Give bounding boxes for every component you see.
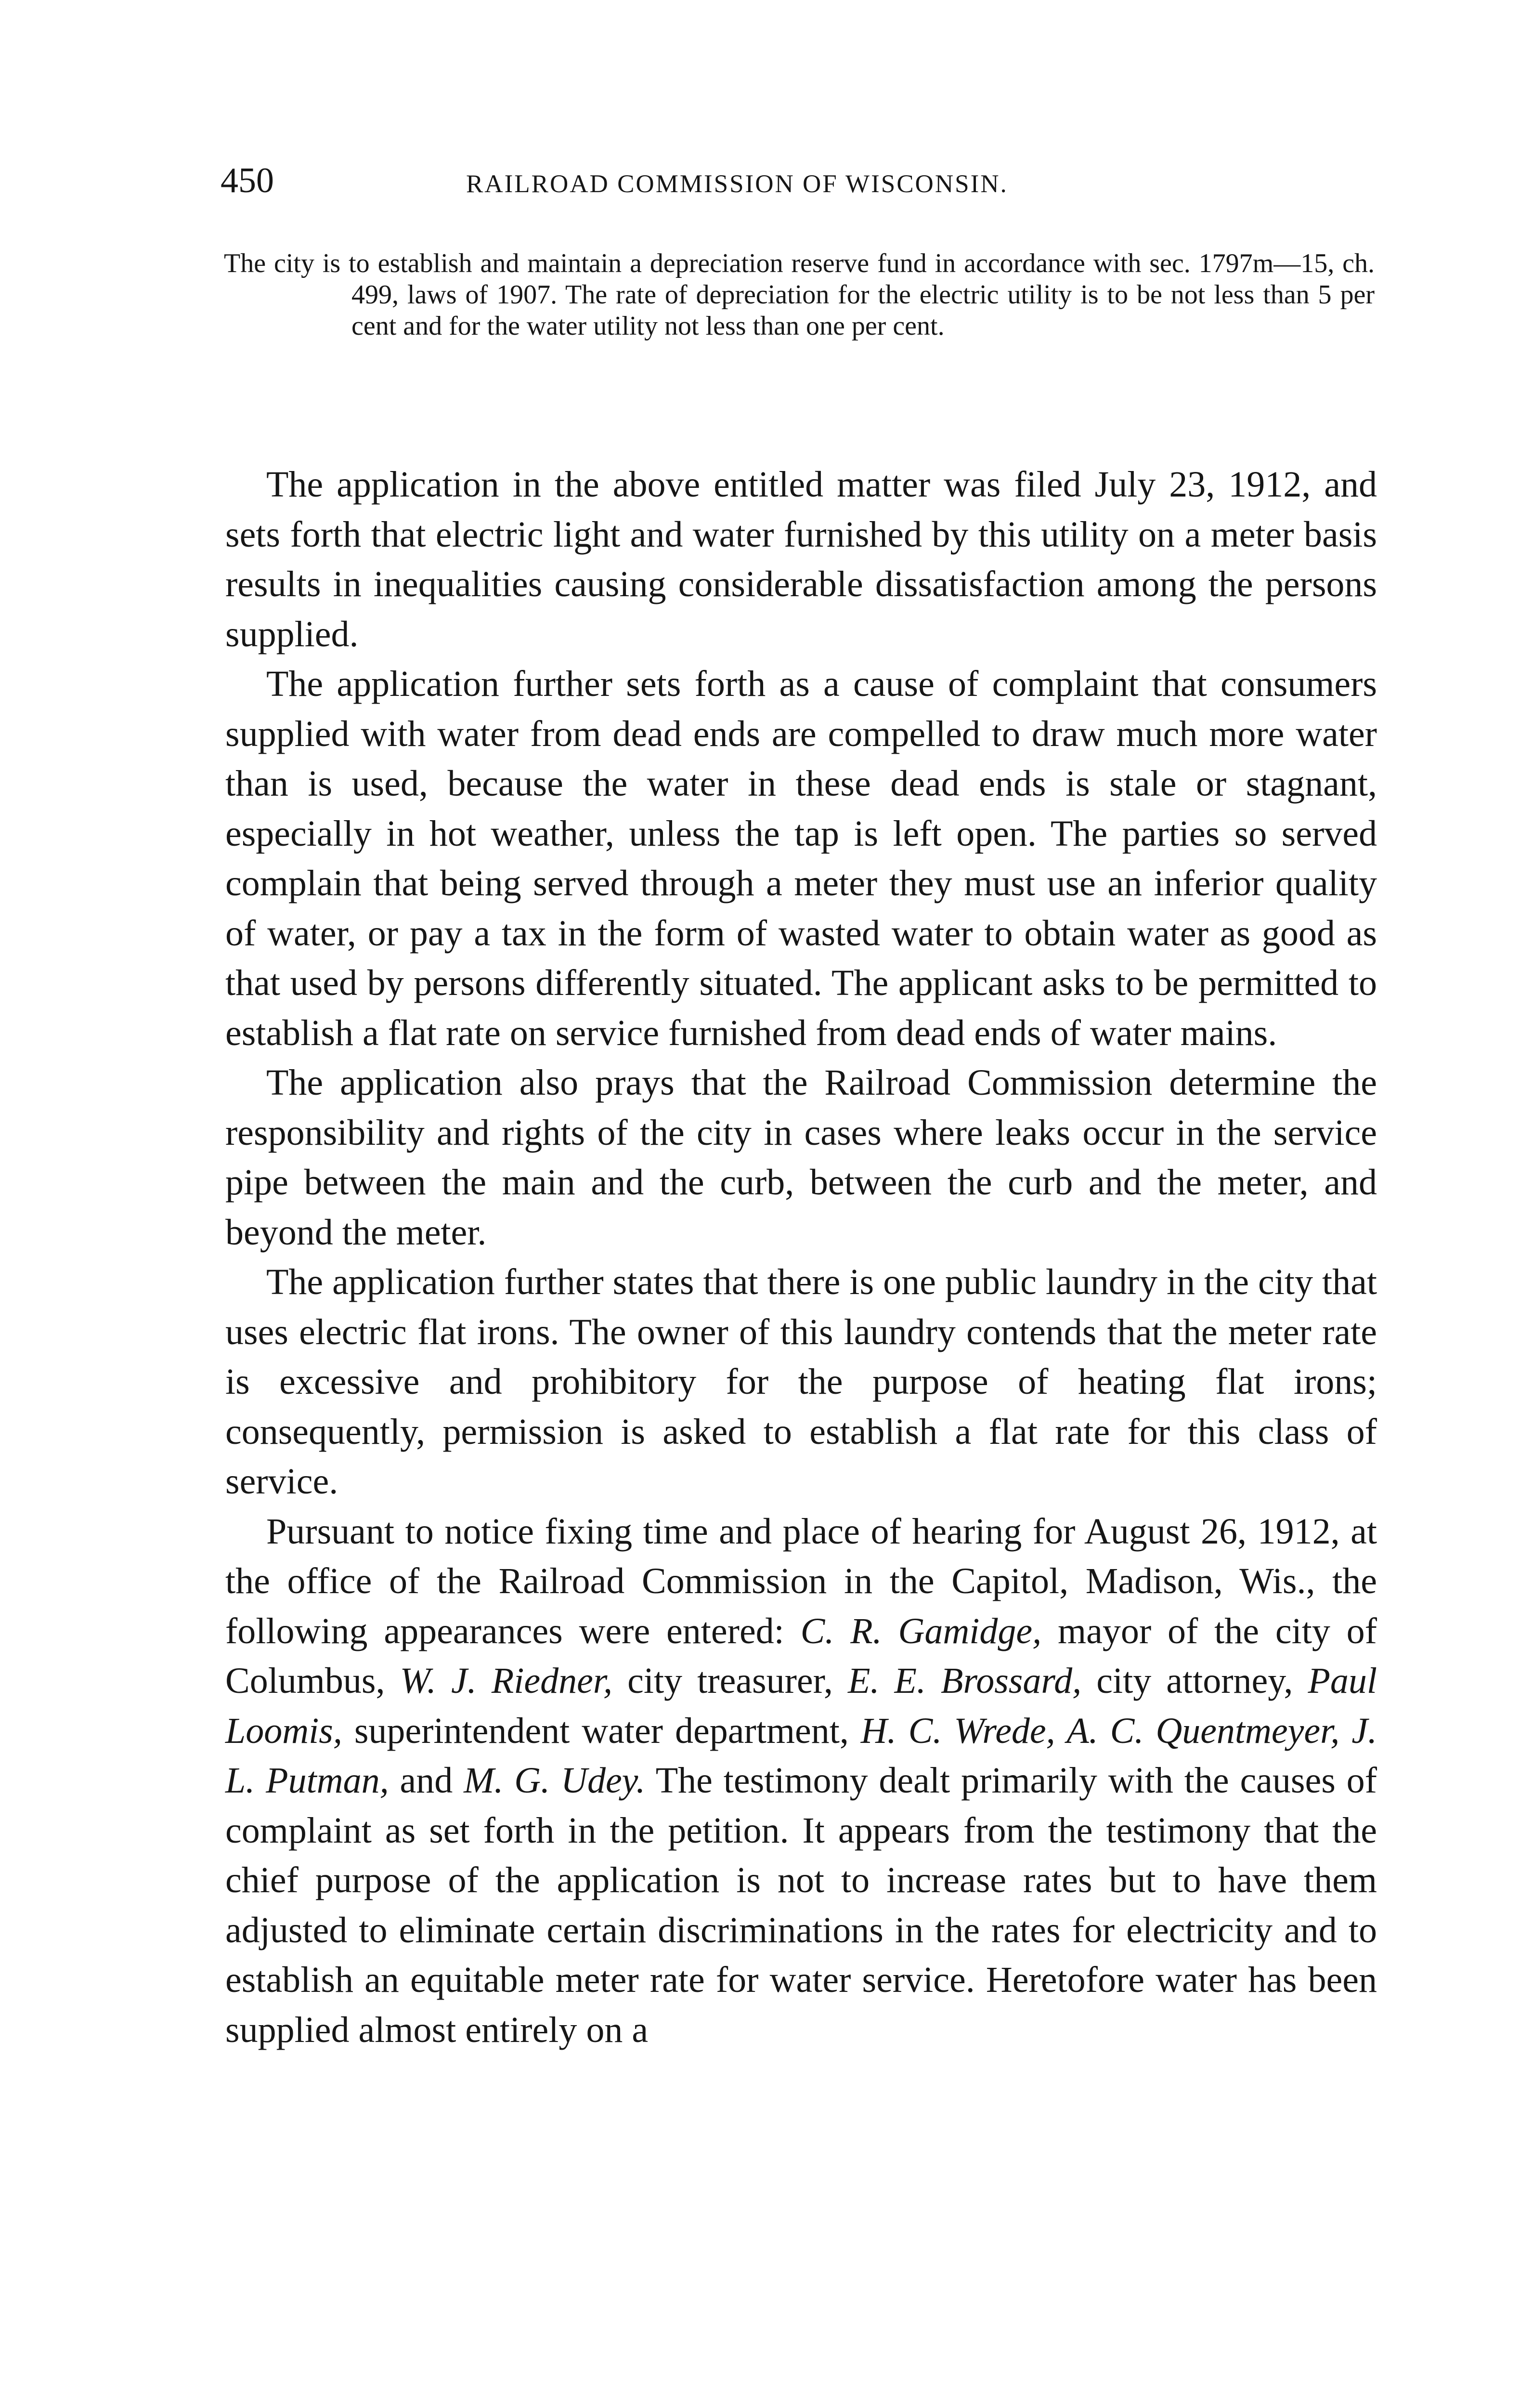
paragraph-dead-ends: The application further sets forth as a cause of complaint that consumers supplied with water from dead ends are compelled to draw much more water than is used, because the water in these dead ends is stale or stagnant, especially in hot weather, unless the tap is left open. The parties so served complain that being served through a meter they must use an inferior quality of water, or pay a tax in the form of wasted water to obtain water as good as that used by persons differently situated. The applicant asks to be permitted to establish a flat rate on service furnished from dead ends of water mains. — [225, 664, 1377, 1053]
page-number: 450 — [221, 161, 274, 200]
appearance-name: Paul Loomis, — [225, 1661, 1377, 1751]
appearance-role: city attorney, — [1081, 1661, 1308, 1701]
appearance-name: W. J. Riedner, — [400, 1661, 612, 1701]
appearance-name: H. C. Wrede, A. C. Quentmeyer, J. L. Putman, — [225, 1710, 1377, 1801]
paragraph-laundry: The application further states that there is one public laundry in the city that uses electric flat irons. The owner of this laundry contends that the meter rate is excessive and prohibitory for the purpose of heating flat irons; consequently, permission is asked to establish a flat rate for this class of service. — [225, 1262, 1377, 1502]
appearance-name: M. G. Udey. — [464, 1760, 646, 1801]
hearing-intro: Pursuant to notice fixing time and place of hearing for August 26, 1912, at the office of the Railroad Commission in the Capitol, Madison, Wis., the following appearances were entered: — [225, 1511, 1377, 1651]
appearance-conjunction: and — [389, 1760, 464, 1801]
appearance-name: E. E. Brossard, — [848, 1661, 1082, 1701]
hearing-conclusion: The testimony dealt primarily with the causes of complaint as set forth in the petition. It appears from the testimony that the chief purpose of the application is not to increase rates but to have them adjusted to eliminate certain discriminations in the rates for electricity and to establish an equitable meter rate for water service. Heretofore water has been supplied almost entirely on a — [225, 1760, 1377, 2050]
paragraph-leaks: The application also prays that the Railroad Commission determine the responsibility and rights of the city in cases where leaks occur in the service pipe between the main and the curb, between the curb and the meter, and beyond the meter. — [225, 1062, 1377, 1253]
paragraph-hearing — [225, 1507, 1377, 2055]
headnote: The city is to establish and maintain a depreciation reserve fund in accordance with sec. 1797m—15, ch. 499, laws of 1907. The rate of depreciation for the electric utility is to be not less than 5 per cent and for the water utility not less than one per cent. — [224, 249, 1375, 341]
appearance-role: superintendent water department, — [342, 1710, 861, 1751]
running-title: RAILROAD COMMISSION OF WISCONSIN. — [466, 170, 1008, 198]
appearance-name: C. R. Gamidge, — [800, 1610, 1042, 1651]
running-head — [221, 157, 1376, 209]
body-text — [225, 460, 1377, 2055]
appearance-role: mayor of the city of Columbus, — [225, 1610, 1377, 1701]
paragraph-filing: The application in the above entitled matter was filed July 23, 1912, and sets forth that electric light and water furnished by this utility on a meter basis results in inequalities causing considerable dissatisfaction among the persons supplied. — [225, 464, 1377, 654]
appearance-role: city treasurer, — [612, 1661, 848, 1701]
